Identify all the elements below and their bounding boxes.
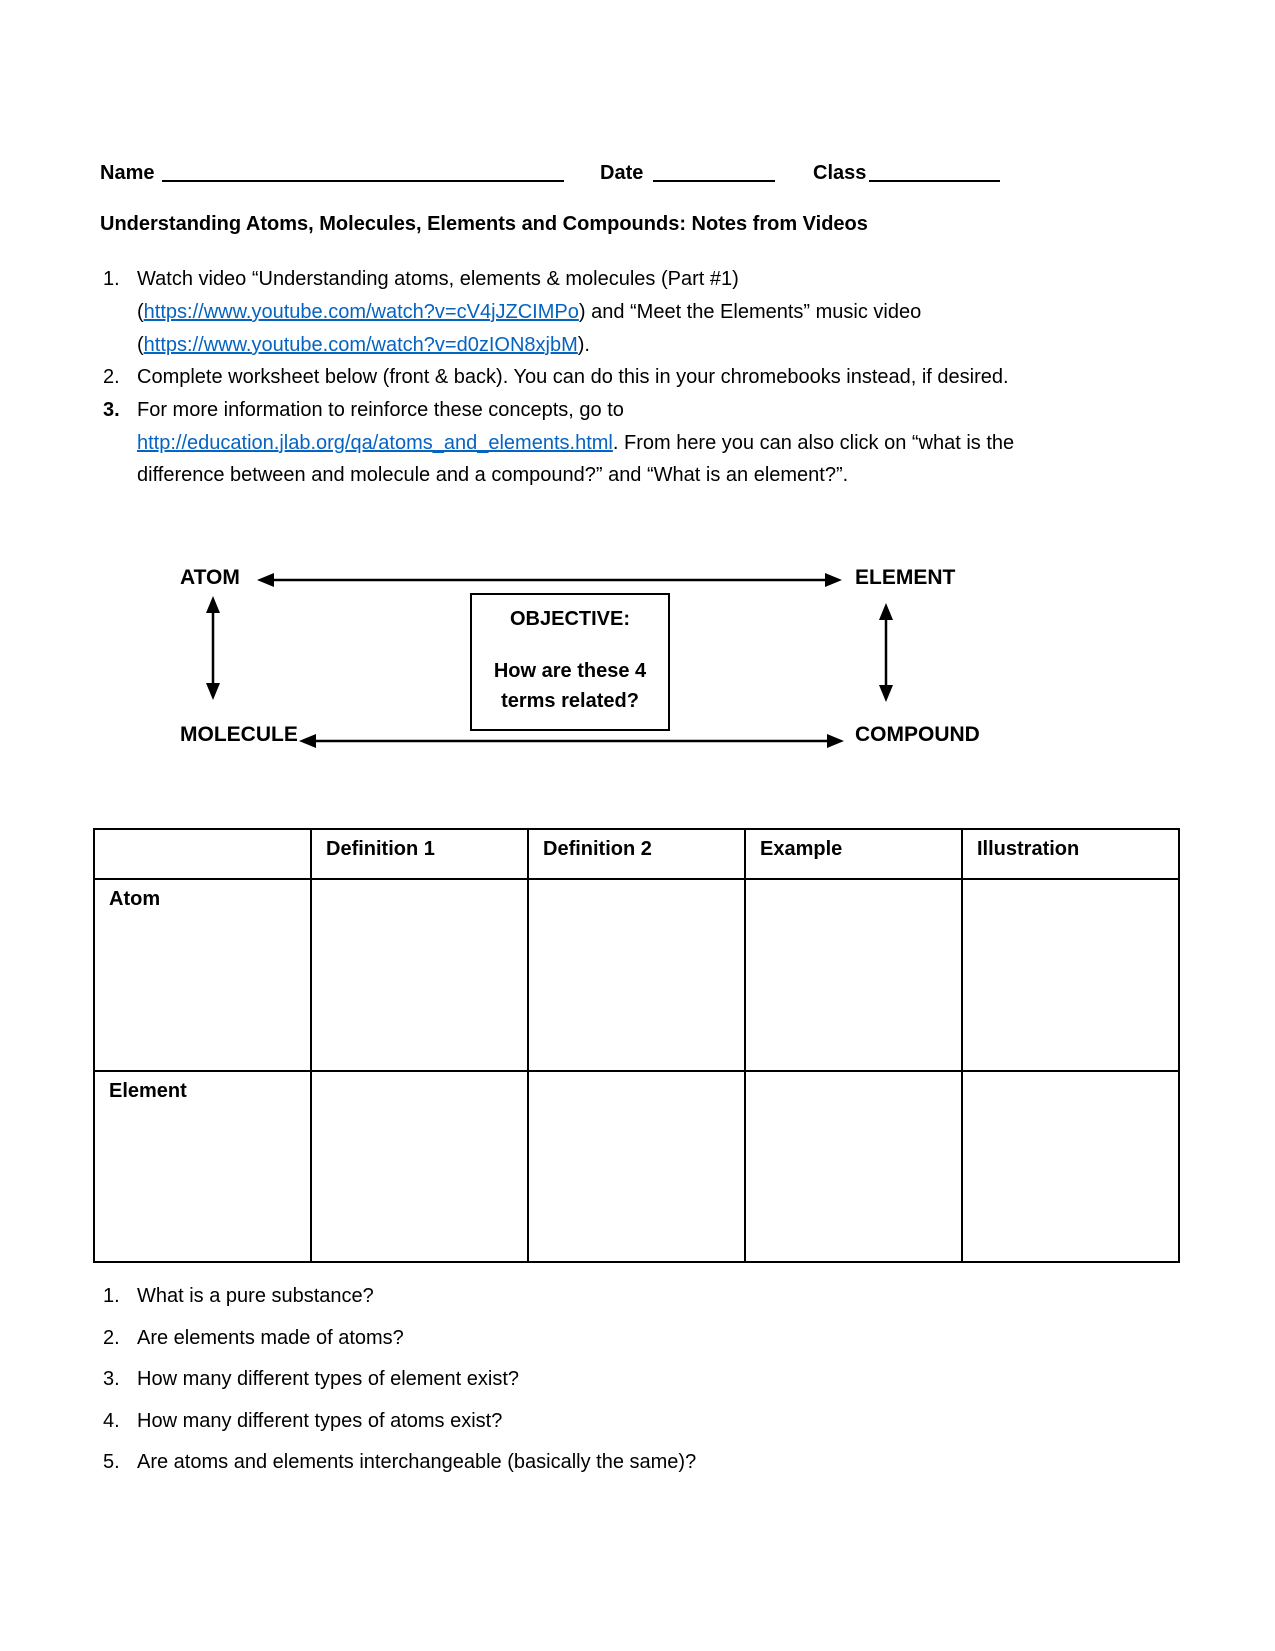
page-title: Understanding Atoms, Molecules, Elements and Compounds: Notes from Videos: [100, 213, 868, 235]
class-label: Class: [813, 162, 867, 184]
arrowhead-down-icon: [206, 683, 220, 700]
element-illustration-cell: [962, 1071, 1179, 1262]
notes-table: [93, 828, 1180, 1263]
paren-open: (: [137, 334, 144, 356]
objective-question-line-2: terms related?: [501, 690, 639, 712]
diagram-label-atom: ATOM: [180, 566, 240, 589]
question-5-number: 5.: [103, 1451, 120, 1473]
row-label-atom: Atom: [94, 879, 311, 1071]
instruction-3-number: 3.: [103, 399, 120, 421]
element-definition-2-cell: [528, 1071, 745, 1262]
instruction-3-line-2: [137, 430, 1014, 456]
header-cell-example: Example: [745, 829, 962, 879]
after-link-text: . From here you can also click on “what is the: [612, 432, 1015, 454]
objective-question-line-1: How are these 4: [493, 660, 647, 682]
header-cell-blank: [94, 829, 311, 879]
question-5-text: Are atoms and elements interchangeable (basically the same)?: [137, 1451, 697, 1473]
arrowhead-left-icon: [257, 573, 274, 587]
after-link-text: ).: [577, 334, 590, 356]
header-cell-definition-2: Definition 2: [528, 829, 745, 879]
atom-example-cell: [745, 879, 962, 1071]
question-2-number: 2.: [103, 1327, 120, 1349]
youtube-link-1[interactable]: https://www.youtube.com/watch?v=cV4jJZCIMPo: [143, 301, 579, 323]
question-4-number: 4.: [103, 1410, 120, 1432]
paren-open: (: [137, 301, 144, 323]
atom-illustration-cell: [962, 879, 1179, 1071]
instruction-3-line-1: For more information to reinforce these concepts, go to: [137, 399, 624, 421]
table-row-element: [94, 1071, 1179, 1262]
instruction-3-line-3: difference between and molecule and a compound?” and “What is an element?”.: [137, 464, 849, 486]
instruction-2-line-1: Complete worksheet below (front & back). You can do this in your chromebooks instead, if desired.: [137, 366, 1009, 388]
question-4-text: How many different types of atoms exist?: [137, 1410, 503, 1432]
diagram-label-compound: COMPOUND: [855, 723, 980, 746]
instruction-1-line-3: [137, 332, 590, 358]
atom-definition-1-cell: [311, 879, 528, 1071]
question-3-number: 3.: [103, 1368, 120, 1390]
arrowhead-right-icon: [827, 734, 844, 748]
youtube-link-2[interactable]: https://www.youtube.com/watch?v=d0zION8xjbM: [143, 334, 578, 356]
date-blank: [653, 160, 775, 182]
element-definition-1-cell: [311, 1071, 528, 1262]
jlab-link[interactable]: http://education.jlab.org/qa/atoms_and_elements.html: [137, 432, 613, 454]
diagram-label-molecule: MOLECULE: [180, 723, 298, 746]
question-1-number: 1.: [103, 1285, 120, 1307]
objective-box: [470, 593, 670, 731]
class-blank: [869, 160, 1000, 182]
question-2-text: Are elements made of atoms?: [137, 1327, 404, 1349]
instruction-2-number: 2.: [103, 366, 120, 388]
name-blank: [162, 160, 564, 182]
instruction-1-line-1: Watch video “Understanding atoms, elements & molecules (Part #1): [137, 268, 739, 290]
arrowhead-left-icon: [299, 734, 316, 748]
question-1-text: What is a pure substance?: [137, 1285, 374, 1307]
diagram-label-element: ELEMENT: [855, 566, 956, 589]
instruction-1-line-2: [137, 299, 921, 325]
name-label: Name: [100, 162, 155, 184]
question-3-text: How many different types of element exist?: [137, 1368, 520, 1390]
date-label: Date: [600, 162, 644, 184]
arrowhead-down-icon: [879, 685, 893, 702]
row-label-element: Element: [94, 1071, 311, 1262]
atom-definition-2-cell: [528, 879, 745, 1071]
arrowhead-up-icon: [206, 596, 220, 613]
arrowhead-up-icon: [879, 603, 893, 620]
arrowhead-right-icon: [825, 573, 842, 587]
instruction-1-number: 1.: [103, 268, 120, 290]
after-link-text: ) and “Meet the Elements” music video: [578, 301, 922, 323]
table-header-row: [94, 829, 1179, 879]
table-row-atom: [94, 879, 1179, 1071]
header-cell-illustration: Illustration: [962, 829, 1179, 879]
element-example-cell: [745, 1071, 962, 1262]
objective-title: OBJECTIVE:: [509, 608, 631, 630]
header-cell-definition-1: Definition 1: [311, 829, 528, 879]
